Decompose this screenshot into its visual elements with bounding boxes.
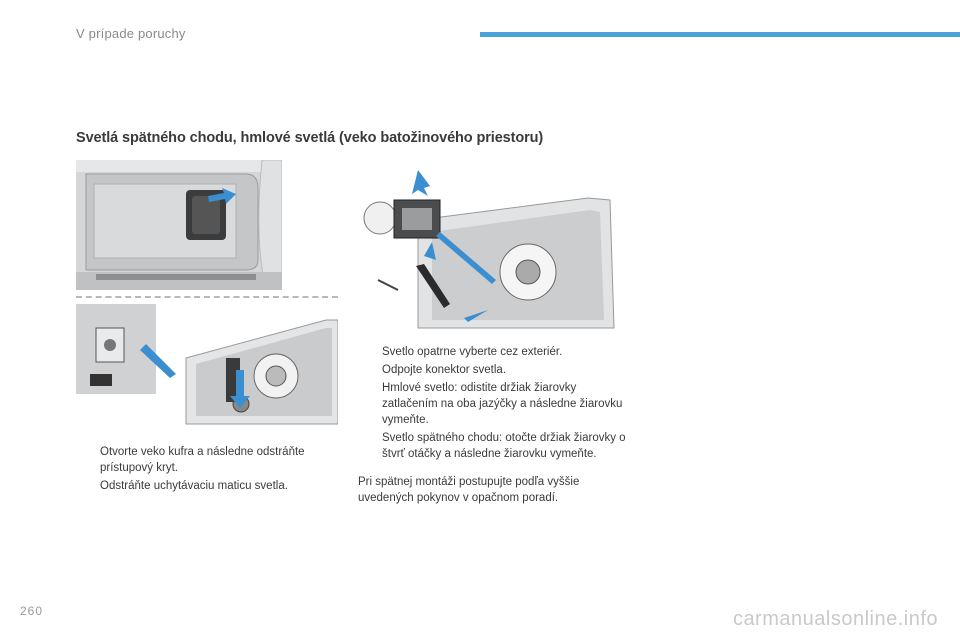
list-item: Svetlo opatrne vyberte cez exteriér.	[382, 346, 563, 358]
figure-trunk-lid	[76, 160, 282, 290]
watermark: carmanualsonline.info	[732, 608, 938, 630]
left-steps-list	[76, 444, 338, 496]
reassembly-note: Pri spätnej montáži postupujte podľa vyššie uvedených pokynov v opačnom poradí.	[358, 476, 580, 504]
figure-divider	[76, 296, 338, 298]
list-item: Hmlové svetlo: odistite držiak žiarovky zatlačením na oba jazýčky a následne žiarovku vymeňte.	[382, 382, 623, 426]
figure-bulb-replacement	[358, 160, 620, 330]
right-steps-list	[358, 344, 628, 464]
list-item: Svetlo spätného chodu: otočte držiak žiarovky o štvrť otáčky a následne žiarovku vymeňte.	[382, 432, 626, 460]
page-number: 260	[20, 604, 44, 618]
list-item: Otvorte veko kufra a následne odstráňte prístupový kryt.	[100, 446, 305, 474]
page-title: Svetlá spätného chodu, hmlové svetlá (veko batožinového priestoru)	[76, 130, 544, 146]
list-item: Odstráňte uchytávaciu maticu svetla.	[100, 480, 288, 492]
list-item: Odpojte konektor svetla.	[382, 364, 507, 376]
section-header: V prípade poruchy	[76, 26, 186, 41]
header-accent-bar	[480, 32, 960, 37]
figure-nut-removal	[76, 304, 338, 434]
